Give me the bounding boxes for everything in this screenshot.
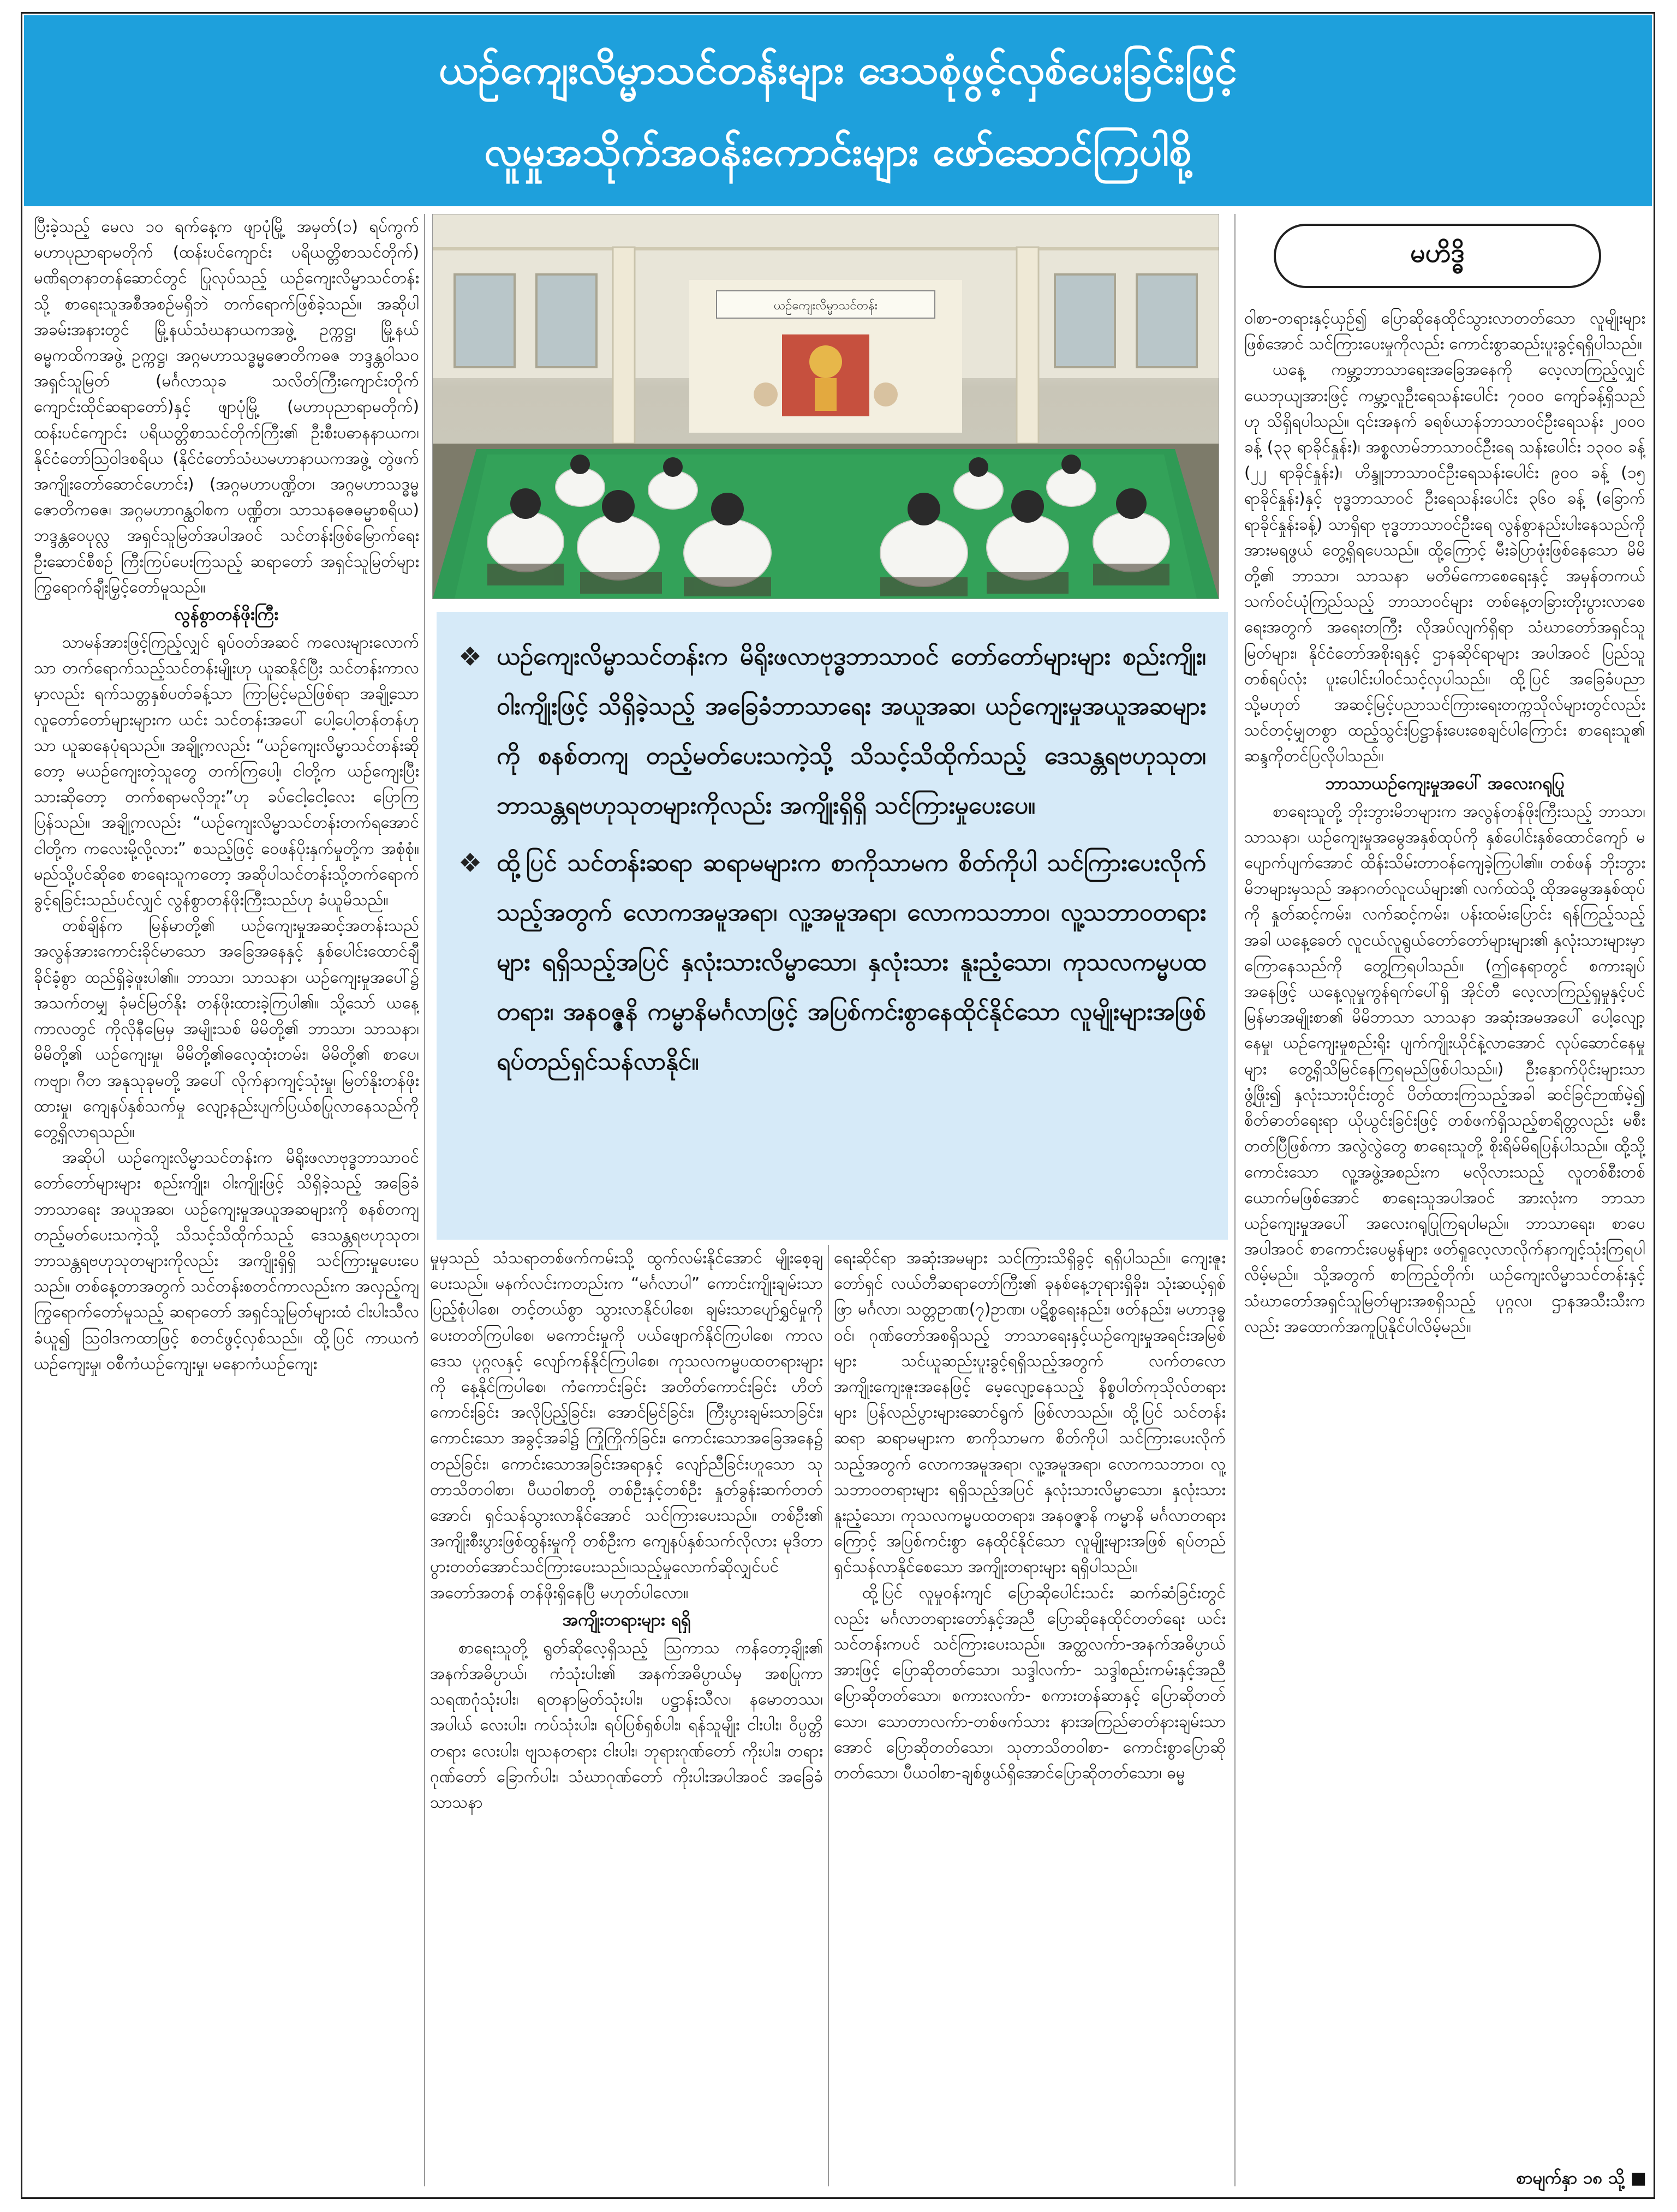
seminar-photo-illustration (433, 214, 1219, 599)
paragraph: ထို့ပြင် လူမှုဝန်းကျင် ပြောဆိုပေါင်းသင်း ဆက်ဆံခြင်းတွင်လည်း မင်္ဂလာတရားတော်နှင့်အညီ ပြောဆိုနေထိုင်တတ်ရေး ယင်းသင်တန်းကပင် သင်ကြားပေးသည်။ အတ္ထလက်ာ-အနက်အဓိပ္ပာယ်အားဖြင့် ပြောဆိုတတ်သော၊ သဒ္ဒါလက်ာ- သဒ္ဒါစည်းကမ်းနှင့်အညီ ပြောဆိုတတ်သော၊ စကားလက်ာ- စကားတန်ဆာနှင့် ပြောဆိုတတ်သော၊ သောတာလက်ာ-တစ်ဖက်သား နားအကြည်ဓာတ်နားချမ်းသာအောင် ပြောဆိုတတ်သော၊ သုတာသိတဝါစာ- ကောင်းစွာပြောဆိုတတ်သော၊ ပီယဝါစာ-ချစ်ဖွယ်ရှိအောင်ပြောဆိုတတ်သော၊ ဓမ္မ (834, 1583, 1226, 1783)
paragraph: ယနေ့ ကမ္ဘာ့ဘာသာရေးအခြေအနေကို လေ့လာကြည့်လျှင် ယေဘုယျအားဖြင့် ကမ္ဘာ့လူဦးရေသန်းပေါင်း ၇၀၀၀ ကျော်ခန့်ရှိသည်ဟု သိရှိရပါသည်။ ၎င်းအနက် ခရစ်ယာန်ဘာသာဝင်ဦးရေသန်း ၂၀၀၀ ခန့် (၃၃ ရာခိုင်နှုန်း)၊ အစ္စလာမ်ဘာသာဝင်ဦးရေ သန်းပေါင်း ၁၃၀၀ ခန့် (၂၂ ရာခိုင်နှုန်း)၊ ဟိန္ဒူဘာသာဝင်ဦးရေသန်းပေါင်း ၉၀၀ ခန့် (၁၅ ရာခိုင်နှုန်း)နှင့် ဗုဒ္ဓဘာသာဝင် ဦးရေသန်းပေါင်း ၃၆၀ ခန့် (ခြောက်ရာခိုင်နှုန်းခန့်) သာရှိရာ ဗုဒ္ဓဘာသာဝင်ဦးရေ လွန်စွာနည်းပါးနေသည်ကို အားမရဖွယ် တွေ့ရှိရပေသည်။ ထို့ကြောင့် မီးခဲပြာဖုံးဖြစ်နေသော မိမိတို့၏ ဘာသာ၊ သာသနာ မတိမ်ကောစေရေးနှင့် အမှန်တကယ် သက်ဝင်ယုံကြည်သည့် ဘာသာဝင်များ တစ်နေ့တခြားတိုးပွားလာစေရေးအတွက် အရေးတကြီး လိုအပ်လျက်ရှိရာ သံဃာတော်အရှင်သူမြတ်များ၊ နိုင်ငံတော်အစိုးရနှင့် ဌာနဆိုင်ရာများ အပါအဝင် ပြည်သူတစ်ရပ်လုံး ပူးပေါင်းပါဝင်သင့်လှပါသည်။ ထို့ပြင် အခြေခံပညာ သို့မဟုတ် အဆင့်မြင့်ပညာသင်ကြားရေးတက္ကသိုလ်များတွင်လည်း သင်တင့်မျှတစွာ ထည့်သွင်းပြဋ္ဌာန်းပေးစေချင်ပါကြောင်း စာရေးသူ၏ ဆန္ဒကိုတင်ပြလိုပါသည်။ (1244, 360, 1645, 766)
highlight-text: ထို့ပြင် သင်တန်းဆရာ ဆရာမများက စာကိုသာမက စိတ်ကိုပါ သင်ကြားပေးလိုက်သည့်အတွက် လောကအမူအရာ၊ လူ့အမူအရာ၊ လောကသဘာဝ၊ လူ့သဘာဝတရားများ ရရှိသည့်အပြင် နှလုံးသားလိမ္မာသော၊ နှလုံးသား နူးညံ့သော၊ ကုသလကမ္မပထတရား၊ အနဝဇ္ဇနိ ကမ္မာနိမင်္ဂလာဖြင့် အပြစ်ကင်းစွာနေထိုင်နိုင်သော လူမျိုးများအဖြစ် ရပ်တည်ရှင်သန်လာနိုင်။ (497, 849, 1206, 1075)
subheading: ဘာသာယဉ်ကျေးမှုအပေါ် အလေးဂရုပြု (1325, 773, 1565, 793)
column-divider (1234, 214, 1236, 2186)
paragraph: စာရေးသူတို့ ရွတ်ဆိုလေ့ရှိသည့် ဩကာသ ကန်တော့ချိုး၏ အနက်အဓိပ္ပာယ်၊ ကံသုံးပါး၏ အနက်အဓိပ္ပာယ်မှ အစပြုကာ သရဏဂုံသုံးပါး၊ ရတနာမြတ်သုံးပါး၊ ပဋ္ဌာန်းသီလ၊ နမောတဿ၊ အပါယ် လေးပါး၊ ကပ်သုံးပါး၊ ရပ်ပြစ်ရှစ်ပါး၊ ရန်သူမျိုး ငါးပါး၊ ဝိပ္ပတ္တိတရား လေးပါး၊ ဗျသနတရား ငါးပါး၊ ဘုရားဂုဏ်တော် ကိုးပါး၊ တရားဂုဏ်တော် ခြောက်ပါး၊ သံဃာဂုဏ်တော် ကိုးပါးအပါအဝင် အခြေခံသာသနာ (430, 1638, 823, 1812)
article-column-3 (834, 1245, 1226, 2186)
column-divider (828, 1245, 829, 2186)
subheading: အကျိုးတရားများ ရရှိ (562, 1610, 691, 1630)
subheading: လွန်စွာတန်ဖိုးကြီး (174, 605, 279, 625)
paragraph: ပြီးခဲ့သည့် မေလ ၁၀ ရက်နေ့က ဖျာပုံမြို့ အမှတ်(၁) ရပ်ကွက် မဟာပုညာရာမတိုက် (ထန်းပင်ကျောင်း ပရိယတ္တိစာသင်တိုက်) မဏိရတနာတန်ဆောင်တွင် ပြုလုပ်သည့် ယဉ်ကျေးလိမ္မာသင်တန်းသို့ စာရေးသူအစီအစဉ်မရှိဘဲ တက်ရောက်ဖြစ်ခဲ့သည်။ အဆိုပါအခမ်းအနားတွင် မြို့နယ်သံဃနာယကအဖွဲ့ ဥက္ကဋ္ဌ၊ မြို့နယ်ဓမ္မကထိကအဖွဲ့ ဥက္ကဋ္ဌ၊ အဂ္ဂမဟာသဒ္ဓမ္မဇောတိကဓဇ ဘဒ္ဒန္တဝါသဝ အရှင်သူမြတ် (မင်္ဂလာသုခ သလိတ်ကြီးကျောင်းတိုက် ကျောင်းထိုင်ဆရာတော်)နှင့် ဖျာပုံမြို့ (မဟာပုညာရာမတိုက်) ထန်းပင်ကျောင်း ပရိယတ္တိစာသင်တိုက်ကြီး၏ ဦးစီးပဓာနနာယက၊ နိုင်ငံတော်ဩဝါဒစရိယ (နိုင်ငံတော်သံဃမဟာနာယကအဖွဲ့ တွဲဖက်အကျိုးတော်ဆောင်ဟောင်း) (အဂ္ဂမဟာပဏ္ဍိတ၊ အဂ္ဂမဟာသဒ္ဓမ္မဇောတိကဓဇ၊ အဂ္ဂမဟာဂန္ထဝါစက ပဏ္ဍိတ၊ သာသနဓဇဓမ္မာစရိယ) ဘဒ္ဒန္တဝေပုလ္လ အရှင်သူမြတ်အပါအဝင် သင်တန်းဖြစ်မြောက်ရေး ဦးဆောင်စီစဉ် ကြီးကြပ်ပေးကြသည့် ဆရာတော် အရှင်သူမြတ်များ ကြွရောက်ချီးမြှင့်တော်မူသည်။ (34, 217, 419, 596)
highlight-box (437, 612, 1228, 1240)
highlight-bullet (458, 838, 1206, 1086)
author-byline: မဟိဒ္ဓိ (1274, 224, 1601, 288)
article-column-4 (1244, 306, 1645, 2186)
continued-on-page: စာမျက်နှာ ၁၈ သို့ ■ (1516, 2168, 1646, 2188)
paragraph: ဝါစာ-တရားနှင့်ယှဉ်၍ ပြောဆိုနေထိုင်သွားလာတတ်သော လူမျိုးများဖြစ်အောင် သင်ကြားပေးမှုကိုလည်း ကောင်းစွာဆည်းပူးခွင့်ရရှိပါသည်။ (1244, 309, 1645, 354)
column-divider (424, 214, 425, 2186)
paragraph: မှုမှသည် သံသရာတစ်ဖက်ကမ်းသို့ ထွက်လမ်းနိုင်အောင် မျိုးစေ့ချပေးသည်။ မနက်လင်းကတည်းက “မင်္ဂလာပါ” ကောင်းကျိုးချမ်းသာပြည့်စုံပါစေ၊ တင့်တယ်စွာ သွားလာနိုင်ပါစေ၊ ချမ်းသာပျော်ရွှင်မှုကို ပေးတတ်ကြပါစေ၊ မကောင်းမှုကို ပယ်ဖျောက်နိုင်ကြပါစေ၊ ကာလဒေသ ပုဂ္ဂလနှင့် လျော်ကန်နိုင်ကြပါစေ၊ ကုသလကမ္မပထတရားများကို နေ့နိုင်ကြပါစေ၊ ကံကောင်းခြင်း အတိတ်ကောင်းခြင်း ဟိတ်ကောင်းခြင်း အလိုပြည့်ခြင်း၊ အောင်မြင်ခြင်း၊ ကြီးပွားချမ်းသာခြင်း၊ ကောင်းသော အခွင့်အခါ၌ ကြုံကြိုက်ခြင်း၊ ကောင်းသောအခြေအနေ၌ တည်ခြင်း၊ ကောင်းသောအခြင်းအရာနှင့် လျော်ညီခြင်းဟူသော သုတာသိတဝါစာ၊ ပီယဝါစာတို့ တစ်ဦးနှင့်တစ်ဦး နှုတ်ခွန်းဆက်တတ်အောင်၊ ရှင်သန်သွားလာနိုင်အောင် သင်ကြားပေးသည်။ တစ်ဦး၏ အကျိုးစီးပွားဖြစ်ထွန်းမှုကို တစ်ဦးက ကျေနပ်နှစ်သက်လိုလား မုဒိတာပွားတတ်အောင်သင်ကြားပေးသည်။သည့်မှုလောက်ဆိုလျှင်ပင် အတော်အတန် တန်ဖိုးရှိနေပြီ မဟုတ်ပါလော။ (430, 1248, 823, 1602)
highlight-text: ယဉ်ကျေးလိမ္မာသင်တန်းက မိရိုးဖလာဗုဒ္ဓဘာသာဝင် တော်တော်များများ စည်းကျိုး၊ ဝါးကျိုးဖြင့် သိရှိခဲ့သည့် အခြေခံဘာသာရေး အယူအဆ၊ ယဉ်ကျေးမှုအယူအဆများကို စနစ်တကျ တည့်မတ်ပေးသကဲ့သို့ သိသင့်သိထိုက်သည့် ဒေသန္တရဗဟုသုတ၊ ဘာသန္တရဗဟုသုတများကိုလည်း အကျိုးရှိရှိ သင်ကြားမှုပေးပေ။ (497, 643, 1206, 820)
headline-line-2: လူမှုအသိုက်အဝန်းကောင်းများ ဖော်ဆောင်ကြပါစို့ (484, 128, 1192, 175)
headline-banner (24, 15, 1652, 206)
paragraph: အဆိုပါ ယဉ်ကျေးလိမ္မာသင်တန်းက မိရိုးဖလာဗုဒ္ဓဘာသာဝင်တော်တော်များများ စည်းကျိုး၊ ဝါးကျိုးဖြင့် သိရှိခဲ့သည့် အခြေခံဘာသာရေး အယူအဆ၊ ယဉ်ကျေးမှုအယူအဆများကို စနစ်တကျ တည့်မတ်ပေးသကဲ့သို့ သိသင့်သိထိုက်သည့် ဒေသန္တရဗဟုသုတ၊ ဘာသန္တရဗဟုသုတများကိုလည်း အကျိုးရှိရှိ သင်ကြားမှုပေးပေသည်။ တစ်နေ့တာအတွက် သင်တန်းစတင်ကာလည်းက အလှည့်ကျကြွရောက်တော်မူသည့် ဆရာတော် အရှင်သူမြတ်များထံ ငါးပါးသီလခံယူ၍ ဩဝါဒကထာဖြင့် စတင်ဖွင့်လှစ်သည်။ ထို့ပြင် ကာယကံ ယဉ်ကျေးမှု၊ ဝစီကံယဉ်ကျေးမှု၊ မနောကံယဉ်ကျေး (34, 1148, 419, 1373)
photo-banner-text: ယဉ်ကျေးလိမ္မာသင်တန်း (773, 299, 878, 313)
diamond-bullet-icon: ❖ (458, 848, 482, 878)
article-column-1 (34, 214, 419, 2186)
diamond-bullet-icon: ❖ (458, 642, 482, 672)
paragraph: သာမန်အားဖြင့်ကြည့်လျှင် ရုပ်ဝတ်အဆင် ကလေးများလောက်သာ တက်ရောက်သည့်သင်တန်းမျိုးဟု ယူဆနိုင်ပြီး သင်တန်းကာလမှာလည်း ရက်သတ္တနှစ်ပတ်ခန့်သာ ကြာမြင့်မည်ဖြစ်ရာ အချို့သောလူတော်တော်များများက ယင်း သင်တန်းအပေါ် ပေါ့ပေါ့တန်တန်ဟုသာ ယူဆနေပုံရသည်။ အချို့ကလည်း “ယဉ်ကျေးလိမ္မာသင်တန်းဆိုတော့ မယဉ်ကျေးတဲ့သူတွေ တက်ကြပေါ့၊ ငါတို့က ယဉ်ကျေးပြီးသားဆိုတော့ တက်စရာမလိုဘူး”ဟု ခပ်ငေါ့ငေါ့လေး ပြောကြပြန်သည်။ အချို့ကလည်း “ယဉ်ကျေးလိမ္မာသင်တန်းတက်ရအောင် ငါတို့က ကလေးမို့လို့လား” စသည့်ဖြင့် ဝေဖန်ပိုးနှက်မှုတို့က အစုံစုံ။ မည်သို့ပင်ဆိုစေ စာရေးသူကတော့ အဆိုပါသင်တန်းသို့တက်ရောက်ခွင့်ရခြင်းသည်ပင်လျှင် လွန်စွာတန်ဖိုးကြီးသည်ဟု ခံယူမိသည်။ (34, 633, 419, 910)
highlight-bullet (458, 632, 1206, 830)
article-column-2 (430, 1245, 823, 2186)
paragraph: တစ်ချိန်က မြန်မာတို့၏ ယဉ်ကျေးမှုအဆင့်အတန်းသည် အလွန်အားကောင်းခိုင်မာသော အခြေအနေနှင့် နှစ်ပေါင်းထောင်ချီ ခိုင်ခံ့စွာ ထည်ရှိခဲ့ဖူးပါ၏။ ဘာသာ၊ သာသနာ၊ ယဉ်ကျေးမှုအပေါ်၌ အသက်တမျှ ခုံမင်မြတ်နိုး တန်ဖိုးထားခဲ့ကြပါ၏။ သို့သော် ယနေ့ကာလတွင် ကိုလိုနီမြေမှ အမျိုးသစ် မိမိတို့၏ ဘာသာ၊ သာသနာ၊ မိမိတို့၏ ယဉ်ကျေးမှု၊ မိမိတို့၏ဓလေ့ထုံးတမ်း၊ မိမိတို့၏ စာပေ၊ ကဗျာ၊ ဂီတ အနုသုခုမတို့ အပေါ် လိုက်နာကျင့်သုံးမှု၊ မြတ်နိုးတန်ဖိုးထားမှု၊ ကျေနပ်နှစ်သက်မှု လျော့နည်းပျက်ပြယ်စပြုလာနေသည်ကို တွေ့ရှိလာရသည်။ (34, 916, 419, 1141)
paragraph: စာရေးသူတို့ ဘိုးဘွားမိဘများက အလွန်တန်ဖိုးကြီးသည့် ဘာသာ၊ သာသနာ၊ ယဉ်ကျေးမှုအမွေအနှစ်ထုပ်ကို နှစ်ပေါင်းနှစ်ထောင်ကျော် မပျောက်ပျက်အောင် ထိန်းသိမ်းတာဝန်ကျေခဲ့ကြပါ၏။ တစ်ဖန် ဘိုးဘွားမိဘများမှသည် အနာဂတ်လူငယ်များ၏ လက်ထဲသို့ ထိုအမွေအနှစ်ထုပ်ကို နှုတ်ဆင့်ကမ်း၊ လက်ဆင့်ကမ်း၊ ပန်းထမ်းပြောင်း ရန်ကြည့်သည့်အခါ ယနေ့ခေတ် လူငယ်လူရွယ်တော်တော်များများ၏ နှလုံးသားများမှာကြောနေသည်ကို တွေ့ကြရပါသည်။ (ဤနေရာတွင် စကားချပ်အနေဖြင့် ယနေ့လူမှုကွန်ရက်ပေါ်ရှိ အိုင်တီ လေ့လာကြည့်ရှုမှုနှင့်ပင် မြန်မာအမျိုးစာ၏ မိမိဘာသာ သာသနာ အဆုံးအမအပေါ် ပေါ့လျော့နေမှု၊ ယဉ်ကျေးမှုစည်းရိုး ပျက်ကျိုးယိုင်နဲ့လာအောင် လုပ်ဆောင်နေမှုများ တွေ့ရှိသိမြင်နေကြရမည်ဖြစ်ပါသည်။) ဦးနှောက်ပိုင်းများသာဖွံ့ဖြိုး၍ နှလုံးသားပိုင်းတွင် ပိတ်ထားကြသည့်အခါ ဆင်ခြင်ဉာဏ်မဲ့၍ စိတ်ဓာတ်ရေးရာ ယိုယွင်းခြင်းဖြင့် တစ်ဖက်ရှိသည့်စာရိတ္တလည်း မစီးတတ်ပြီဖြစ်ကာ အလွဲလွဲတွေ စာရေးသူတို့ စိုးရိမ်မိရပြန်ပါသည်။ ထို့သို့ ကောင်းသော လူ့အဖွဲ့အစည်းက မလိုလားသည့် လူတစ်စီးတစ်ယောက်မဖြစ်အောင် စာရေးသူအပါအဝင် အားလုံးက ဘာသာယဉ်ကျေးမှုအပေါ် အလေးဂရုပြုကြရပါမည်။ ဘာသာရေး၊ စာပေအပါအဝင် စာကောင်းပေမွန်များ ဖတ်ရှုလေ့လာလိုက်နာကျင့်သုံးကြရပါလိမ့်မည်။ သို့အတွက် စာကြည့်တိုက်၊ ယဉ်ကျေးလိမ္မာသင်တန်းနှင့် သံဃာတော်အရှင်သူမြတ်များအစရှိသည့် ပုဂ္ဂလ၊ ဌာနအသီးသီးကလည်း အထောက်အကူပြုနိုင်ပါလိမ့်မည်။ (1244, 802, 1645, 1336)
headline-line-1: ယဉ်ကျေးလိမ္မာသင်တန်းများ ဒေသစုံဖွင့်လှစ်ပေးခြင်းဖြင့် (439, 46, 1237, 93)
paragraph: ရေးဆိုင်ရာ အဆုံးအမများ သင်ကြားသိရှိခွင့် ရရှိပါသည်။ ကျေးဇူးတော်ရှင် လယ်တီဆရာတော်ကြီး၏ ခုနစ်နေ့ဘုရားရှိခိုး၊ သုံးဆယ့်ရှစ်ဖြာ မင်္ဂလာ၊ သတ္တဥာဏ(၇)ဥာဏ၊ ပဋိစ္စရေးနည်း၊ ဖတ်နည်း၊ မဟာဒုဓ္ဓဝင်၊ ဂုဏ်တော်အစရှိသည့် ဘာသာရေးနှင့်ယဉ်ကျေးမှုအရင်းအမြစ်များ သင်ယူဆည်းပူးခွင့်ရရှိသည့်အတွက် လက်တလောအကျိုးကျေးဇူးအနေဖြင့် မေ့လျော့နေသည့် နိစ္စပါတ်ကုသိုလ်တရားများ ပြန်လည်ပွားများဆောင်ရွက် ဖြစ်လာသည်။ ထို့ပြင် သင်တန်း ဆရာ ဆရာမများက စာကိုသာမက စိတ်ကိုပါ သင်ကြားပေးလိုက်သည့်အတွက် လောကအမူအရာ၊ လူ့အမူအရာ၊ လောကသဘာဝ၊ လူ့သဘာဝတရားများ ရရှိသည့်အပြင် နှလုံးသားလိမ္မာသော၊ နှလုံးသားနူးညံ့သော၊ ကုသလကမ္မပထတရား၊ အနဝဇ္ဇာနိ ကမ္မာနိ မင်္ဂလာတရား ကြောင့် အပြစ်ကင်းစွာ နေထိုင်နိုင်သော လူမျိုးများအဖြစ် ရပ်တည်ရှင်သန်လာနိုင်စေသော အကျိုးတရားများ ရရှိပါသည်။ (834, 1248, 1226, 1576)
seminar-photo (432, 214, 1219, 599)
